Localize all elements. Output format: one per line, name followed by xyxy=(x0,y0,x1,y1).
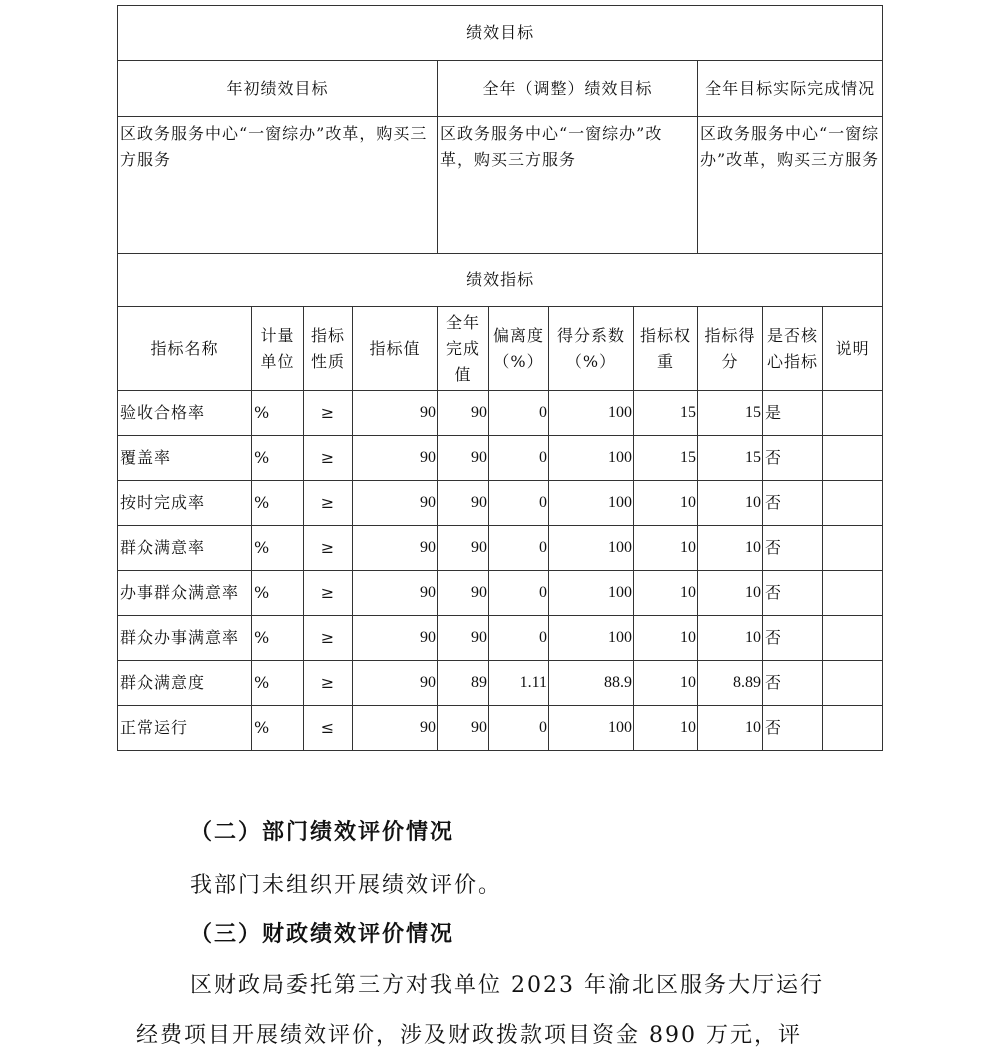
indicator-deviation: 1.11 xyxy=(489,661,549,706)
indicator-unit: % xyxy=(252,616,304,661)
table-row xyxy=(118,436,883,481)
heading-finance-evaluation: （三）财政绩效评价情况 xyxy=(190,921,455,947)
indicator-nature: ≥ xyxy=(304,436,353,481)
goal-section-title: 绩效目标 xyxy=(118,6,883,61)
indicator-actual: 90 xyxy=(438,706,489,751)
indicator-actual: 90 xyxy=(438,526,489,571)
indicator-coef: 88.9 xyxy=(549,661,634,706)
indicator-value: 90 xyxy=(353,661,438,706)
goal-adjusted-value: 区政务服务中心“一窗综办”改革，购买三方服务 xyxy=(438,117,698,254)
indicator-name: 群众满意率 xyxy=(118,526,252,571)
indicator-nature: ≥ xyxy=(304,661,353,706)
indicator-nature: ≥ xyxy=(304,526,353,571)
indicator-score: 8.89 xyxy=(698,661,763,706)
indicator-value: 90 xyxy=(353,436,438,481)
indicator-note xyxy=(823,706,883,751)
indicator-rows xyxy=(118,391,883,751)
indicator-weight: 15 xyxy=(634,436,698,481)
indicator-unit: % xyxy=(252,481,304,526)
col-header-value: 指标值 xyxy=(353,307,438,391)
indicator-deviation: 0 xyxy=(489,571,549,616)
indicator-note xyxy=(823,436,883,481)
indicator-note xyxy=(823,481,883,526)
indicator-weight: 10 xyxy=(634,706,698,751)
table-row xyxy=(118,481,883,526)
indicator-weight: 10 xyxy=(634,616,698,661)
indicator-unit: % xyxy=(252,436,304,481)
table-row xyxy=(118,571,883,616)
indicator-unit: % xyxy=(252,706,304,751)
indicator-actual: 90 xyxy=(438,436,489,481)
indicator-note xyxy=(823,526,883,571)
indicator-core: 否 xyxy=(763,526,823,571)
indicator-score: 10 xyxy=(698,481,763,526)
indicator-core: 是 xyxy=(763,391,823,436)
goal-header-initial: 年初绩效目标 xyxy=(118,61,438,117)
indicator-actual: 89 xyxy=(438,661,489,706)
indicator-value: 90 xyxy=(353,391,438,436)
indicator-coef: 100 xyxy=(549,526,634,571)
indicator-coef: 100 xyxy=(549,571,634,616)
col-header-coef: 得分系数（%） xyxy=(549,307,634,391)
indicator-core: 否 xyxy=(763,436,823,481)
goal-initial-value: 区政务服务中心“一窗综办”改革，购买三方服务 xyxy=(118,117,438,254)
para-dept-evaluation: 我部门未组织开展绩效评价。 xyxy=(190,873,503,898)
indicator-deviation: 0 xyxy=(489,481,549,526)
table-row xyxy=(118,391,883,436)
indicator-deviation: 0 xyxy=(489,391,549,436)
indicator-note xyxy=(823,571,883,616)
table-row xyxy=(118,616,883,661)
indicator-weight: 10 xyxy=(634,571,698,616)
para-finance-evaluation-line1: 区财政局委托第三方对我单位 2023 年渝北区服务大厅运行 xyxy=(190,973,824,998)
indicator-unit: % xyxy=(252,526,304,571)
indicator-coef: 100 xyxy=(549,436,634,481)
indicator-unit: % xyxy=(252,571,304,616)
col-header-unit: 计量单位 xyxy=(252,307,304,391)
indicator-value: 90 xyxy=(353,571,438,616)
indicator-nature: ≤ xyxy=(304,706,353,751)
table-row xyxy=(118,661,883,706)
col-header-actual: 全年完成值 xyxy=(438,307,489,391)
indicator-coef: 100 xyxy=(549,481,634,526)
indicator-core: 否 xyxy=(763,616,823,661)
table-row xyxy=(118,526,883,571)
indicator-score: 15 xyxy=(698,436,763,481)
table-row xyxy=(118,706,883,751)
indicator-value: 90 xyxy=(353,526,438,571)
indicator-actual: 90 xyxy=(438,481,489,526)
indicator-unit: % xyxy=(252,391,304,436)
indicator-deviation: 0 xyxy=(489,436,549,481)
indicator-score: 10 xyxy=(698,526,763,571)
goal-actual-value: 区政务服务中心“一窗综办”改革，购买三方服务 xyxy=(698,117,883,254)
indicator-deviation: 0 xyxy=(489,616,549,661)
goal-header-adjusted: 全年（调整）绩效目标 xyxy=(438,61,698,117)
indicator-value: 90 xyxy=(353,616,438,661)
indicator-core: 否 xyxy=(763,706,823,751)
indicator-nature: ≥ xyxy=(304,616,353,661)
indicator-nature: ≥ xyxy=(304,481,353,526)
indicator-nature: ≥ xyxy=(304,571,353,616)
indicator-section-title: 绩效指标 xyxy=(118,254,883,307)
indicator-score: 10 xyxy=(698,706,763,751)
indicator-deviation: 0 xyxy=(489,526,549,571)
indicator-note xyxy=(823,616,883,661)
heading-dept-evaluation: （二）部门绩效评价情况 xyxy=(190,819,455,845)
col-header-name: 指标名称 xyxy=(118,307,252,391)
col-header-core: 是否核心指标 xyxy=(763,307,823,391)
indicator-name: 办事群众满意率 xyxy=(118,571,252,616)
indicator-unit: % xyxy=(252,661,304,706)
indicator-core: 否 xyxy=(763,661,823,706)
indicator-name: 正常运行 xyxy=(118,706,252,751)
indicator-name: 按时完成率 xyxy=(118,481,252,526)
indicator-deviation: 0 xyxy=(489,706,549,751)
indicator-coef: 100 xyxy=(549,706,634,751)
col-header-weight: 指标权重 xyxy=(634,307,698,391)
indicator-score: 10 xyxy=(698,571,763,616)
para-finance-evaluation-line2: 经费项目开展绩效评价，涉及财政拨款项目资金 890 万元，评 xyxy=(136,1023,802,1048)
col-header-deviation: 偏离度（%） xyxy=(489,307,549,391)
performance-table xyxy=(117,5,883,751)
indicator-score: 10 xyxy=(698,616,763,661)
col-header-note: 说明 xyxy=(823,307,883,391)
indicator-actual: 90 xyxy=(438,616,489,661)
indicator-value: 90 xyxy=(353,706,438,751)
indicator-actual: 90 xyxy=(438,391,489,436)
goal-header-actual: 全年目标实际完成情况 xyxy=(698,61,883,117)
indicator-coef: 100 xyxy=(549,391,634,436)
indicator-core: 否 xyxy=(763,481,823,526)
indicator-name: 群众办事满意率 xyxy=(118,616,252,661)
indicator-weight: 10 xyxy=(634,661,698,706)
indicator-weight: 10 xyxy=(634,526,698,571)
indicator-weight: 10 xyxy=(634,481,698,526)
col-header-nature: 指标性质 xyxy=(304,307,353,391)
indicator-core: 否 xyxy=(763,571,823,616)
indicator-note xyxy=(823,661,883,706)
indicator-name: 验收合格率 xyxy=(118,391,252,436)
col-header-score: 指标得分 xyxy=(698,307,763,391)
indicator-name: 群众满意度 xyxy=(118,661,252,706)
indicator-actual: 90 xyxy=(438,571,489,616)
indicator-nature: ≥ xyxy=(304,391,353,436)
indicator-weight: 15 xyxy=(634,391,698,436)
indicator-header-row xyxy=(118,307,883,391)
indicator-value: 90 xyxy=(353,481,438,526)
indicator-score: 15 xyxy=(698,391,763,436)
indicator-coef: 100 xyxy=(549,616,634,661)
indicator-note xyxy=(823,391,883,436)
indicator-name: 覆盖率 xyxy=(118,436,252,481)
